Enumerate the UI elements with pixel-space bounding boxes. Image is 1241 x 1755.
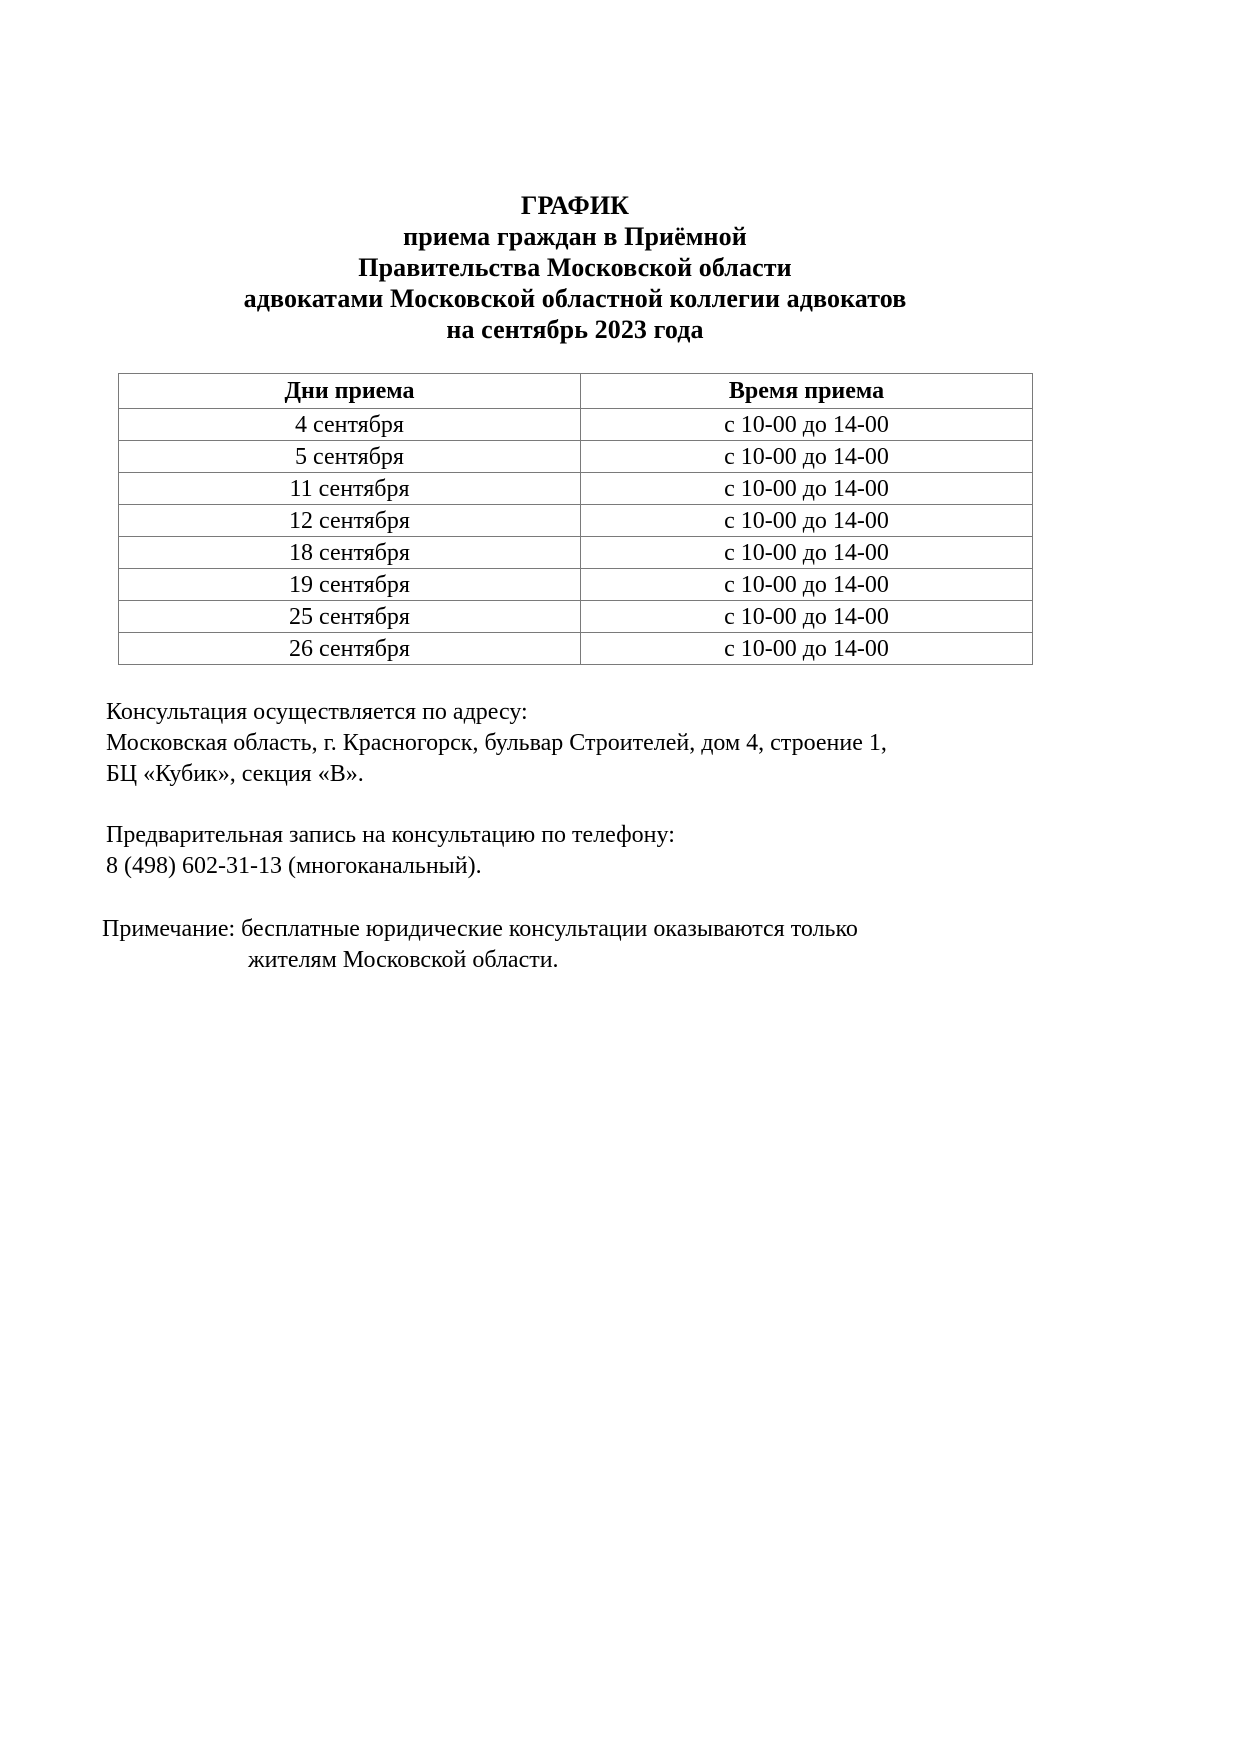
column-header-days: Дни приема bbox=[119, 374, 581, 409]
cell-time: с 10-00 до 14-00 bbox=[581, 633, 1033, 665]
table-row bbox=[119, 441, 1033, 473]
document-content bbox=[102, 190, 1032, 976]
cell-day: 12 сентября bbox=[119, 505, 581, 537]
table-row bbox=[119, 537, 1033, 569]
table-row bbox=[119, 505, 1033, 537]
cell-time: с 10-00 до 14-00 bbox=[581, 505, 1033, 537]
cell-day: 26 сентября bbox=[119, 633, 581, 665]
table-row bbox=[119, 633, 1033, 665]
table-row bbox=[119, 569, 1033, 601]
title-subline-4: на сентябрь 2023 года bbox=[446, 315, 704, 344]
cell-time: с 10-00 до 14-00 bbox=[581, 473, 1033, 505]
cell-day: 4 сентября bbox=[119, 409, 581, 441]
table-row bbox=[119, 473, 1033, 505]
cell-time: с 10-00 до 14-00 bbox=[581, 601, 1033, 633]
cell-time: с 10-00 до 14-00 bbox=[581, 537, 1033, 569]
table-row bbox=[119, 409, 1033, 441]
schedule-table bbox=[118, 373, 1033, 665]
phone-paragraph bbox=[106, 820, 1032, 882]
page-title: ГРАФИК bbox=[520, 191, 630, 220]
phone-intro-line: Предварительная запись на консультацию по телефону: bbox=[106, 822, 675, 848]
title-subline-1: приема граждан в Приёмной bbox=[403, 222, 747, 251]
table-header-row bbox=[119, 374, 1033, 409]
cell-day: 18 сентября bbox=[119, 537, 581, 569]
address-paragraph bbox=[106, 697, 1032, 790]
cell-time: с 10-00 до 14-00 bbox=[581, 569, 1033, 601]
table-row bbox=[119, 601, 1033, 633]
cell-day: 5 сентября bbox=[119, 441, 581, 473]
cell-day: 19 сентября bbox=[119, 569, 581, 601]
column-header-time: Время приема bbox=[581, 374, 1033, 409]
phone-number-line: 8 (498) 602-31-13 (многоканальный). bbox=[106, 853, 482, 879]
note-paragraph bbox=[102, 914, 1032, 976]
address-line: Московская область, г. Красногорск, бульвар Строителей, дом 4, строение 1, bbox=[106, 730, 887, 756]
address-building-line: БЦ «Кубик», секция «В». bbox=[106, 761, 364, 787]
note-line-2: жителям Московской области. bbox=[248, 947, 559, 973]
title-subline-3: адвокатами Московской областной коллегии адвокатов bbox=[243, 284, 907, 313]
cell-day: 25 сентября bbox=[119, 601, 581, 633]
document-title-block bbox=[118, 190, 1032, 345]
cell-time: с 10-00 до 14-00 bbox=[581, 409, 1033, 441]
note-line-1: Примечание: бесплатные юридические консультации оказываются только bbox=[102, 916, 858, 942]
cell-day: 11 сентября bbox=[119, 473, 581, 505]
document-body bbox=[102, 697, 1032, 976]
title-subline-2: Правительства Московской области bbox=[358, 253, 792, 282]
address-intro-line: Консультация осуществляется по адресу: bbox=[106, 699, 528, 725]
cell-time: с 10-00 до 14-00 bbox=[581, 441, 1033, 473]
